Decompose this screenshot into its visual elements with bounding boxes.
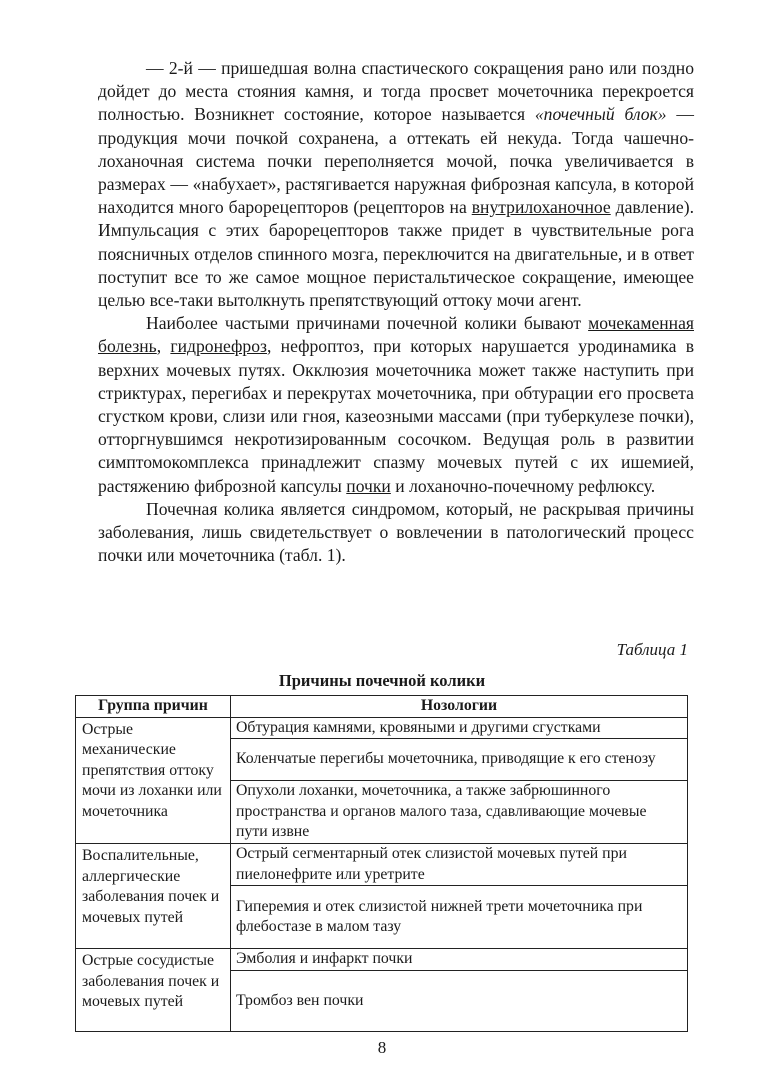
text-run: и лоханочно-почечному рефлюксу. [390,475,656,496]
nosology-cell: Острый сегментарный отек слизистой мочевых путей при пиелонефрите или уретрите [231,844,688,886]
table-label: Таблица 1 [616,640,688,659]
text-run: , [156,336,171,357]
text-run: — продукция мочи почкой сохранена, а оттекать ей некуда. Тогда чашечно-лоханочная система почки переполняется мочой, почка увеличивается в размерах — «набухает», растягивается наружная фиброзная капсула, в которой находится много барорецепторов (рецепторов на [98,104,694,218]
nosology-cell: Обтурация камнями, кровяными и другими сгустками [231,717,688,739]
header-group: Группа причин [76,696,231,718]
nosology-cell: Тромбоз вен почки [231,971,688,1032]
text-run: Почечная колика является синдромом, который, не раскрывая причины заболевания, лишь свидетельствует о вовлечении в патологический процесс почки или мочеточника (табл. 1). [98,498,694,566]
text-run: — 2-й — пришедшая волна спастического сокращения рано или поздно дойдет до места стояния камня, и тогда просвет мочеточника перекроется полностью. Возникнет состояние, которое называется [98,58,694,125]
header-nosology: Нозологии [231,696,688,718]
paragraph [98,57,694,312]
underlined-term: мочекаменная болезнь [98,313,694,357]
table-row [76,949,688,971]
body-text [98,57,694,567]
page-number: 8 [377,1038,387,1057]
text-run: , нефроптоз, при которых нарушается уродинамика в верхних мочевых путях. Окклюзия мочеточника может также наступить при стриктурах, перегибах и перекрутах мочеточника, при обтурации его просвета сгустком крови, слизи или гноя, казеозными массами (при туберкулезе почки), отторгнувшимся некротизированным сосочком. Ведущая роль в развитии симптомокомплекса принадлежит спазму мочевых путей с их ишемией, растяжению фиброзной капсулы [98,336,695,496]
nosology-cell: Опухоли лоханки, мочеточника, а также забрюшинного пространства и органов малого таза, сдавливающие мочевые пути извне [231,781,688,844]
table-header-row [76,696,688,718]
paragraph [98,312,694,498]
underlined-term: внутрилоханочное [471,197,611,218]
nosology-cell: Гиперемия и отек слизистой нижней трети мочеточника при флебостазе в малом тазу [231,886,688,949]
cause-group-cell: Острые механические препятствия оттоку мочи из лоханки или мочеточника [76,717,231,844]
table-row [76,717,688,739]
table-row [76,844,688,886]
underlined-term: гидронефроз [170,336,267,357]
causes-table [75,695,688,1032]
text-run: давление). Импульсация с этих барорецепторов также придет в чувствительные рога поясничных отделов спинного мозга, переключится на двигательные, и в ответ поступит все то же самое мощное перистальтическое сокращение, имеющее целью все-таки вытолкнуть препятствующий оттоку мочи агент. [98,197,694,311]
table-title: Причины почечной колики [278,671,486,690]
text-run: Наиболее частыми причинами почечной колики бывают [146,313,589,334]
italic-term: «почечный блок» [534,104,667,125]
nosology-cell: Эмболия и инфаркт почки [231,949,688,971]
underlined-term: почки [346,475,391,496]
paragraph [98,498,694,568]
cause-group-cell: Острые сосудистые заболевания почек и мочевых путей [76,949,231,1032]
cause-group-cell: Воспалительные, аллергические заболевания почек и мочевых путей [76,844,231,949]
nosology-cell: Коленчатые перегибы мочеточника, приводящие к его стенозу [231,739,688,781]
